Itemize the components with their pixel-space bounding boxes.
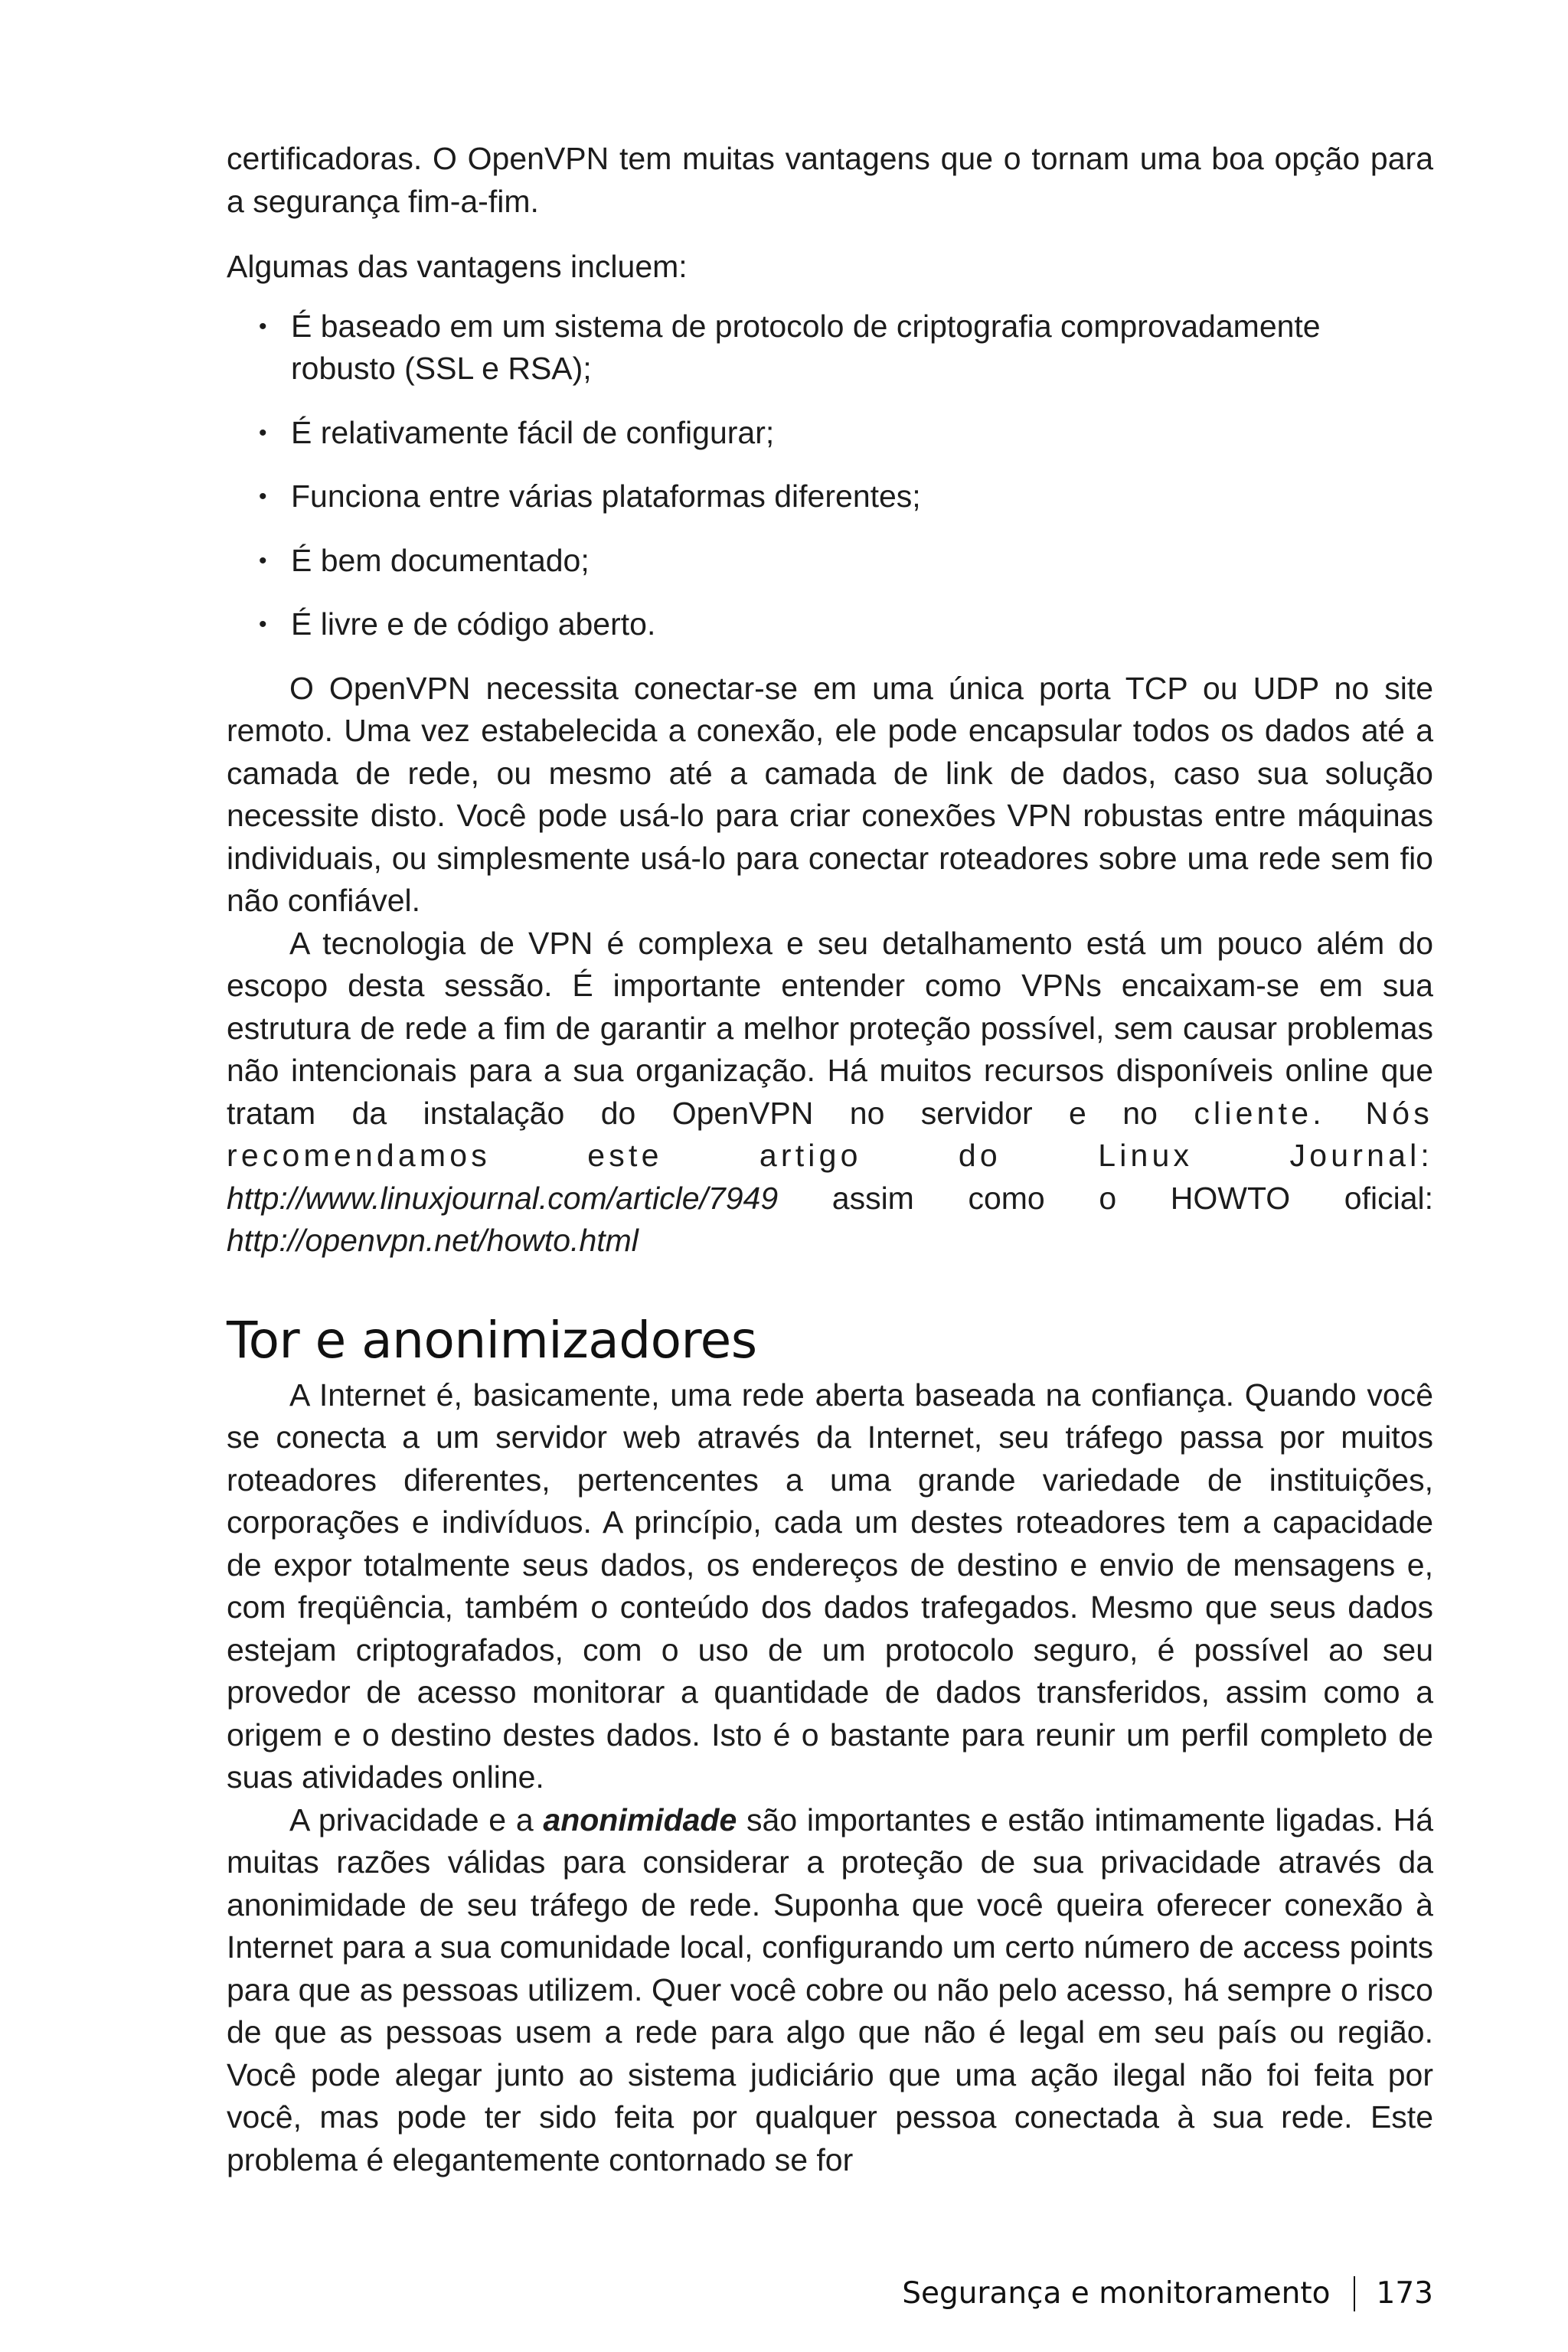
tor-paragraph-1: A Internet é, basicamente, uma rede aberta baseada na confiança. Quando você se conecta a um servidor web através da Internet, seu tráfego passa por muitos roteadores diferentes, pertencentes a uma grande variedade de instituições, corporações e indivíduos. A princípio, cada um destes roteadores tem a capacidade de expor totalmente seus dados, os endereços de destino e envio de mensagens e, com freqüência, também o conteúdo dos dados trafegados. Mesmo que seus dados estejam criptografados, com o uso de um protocolo seguro, é possível ao seu provedor de acesso monitorar a quantidade de dados transferidos, assim como a origem e o destino destes dados. Isto é o bastante para reunir um perfil completo de suas atividades online. bbox=[227, 1377, 1433, 1795]
recommendation-text: cliente. Nós recomendamos este artigo do Linux Journal: bbox=[227, 1095, 1433, 1173]
list-item: • É relativamente fácil de configurar; bbox=[227, 412, 1433, 455]
bullet-icon: • bbox=[259, 484, 267, 509]
advantages-list bbox=[227, 305, 1433, 646]
openvpn-howto-link[interactable]: http://openvpn.net/howto.html bbox=[227, 1223, 639, 1258]
page-footer bbox=[902, 2275, 1433, 2312]
section-title: Tor e anonimizadores bbox=[227, 1310, 757, 1370]
bullet-icon: • bbox=[259, 420, 267, 446]
tor-paragraph-2: A privacidade e a anonimidade são importantes e estão intimamente ligadas. Há muitas razões válidas para considerar a proteção de sua privacidade através da anonimidade de seu tráfego de rede. Suponha que você queira oferecer conexão à Internet para a sua comunidade local, configurando um certo número de access points para que as pessoas utilizem. Quer você cobre ou não pelo acesso, há sempre o risco de que as pessoas usem a rede para algo que não é legal em seu país ou região. Você pode alegar junto ao sistema judiciário que uma ação ilegal não foi feita por você, mas pode ter sido feita por qualquer pessoa conectada à sua rede. Este problema é elegantemente contornado se for bbox=[227, 1802, 1433, 2177]
openvpn-paragraph-2: A tecnologia de VPN é complexa e seu detalhamento está um pouco além do escopo desta sessão. É importante entender como VPNs encaixam-se em sua estrutura de rede a fim de garantir a melhor proteção possível, sem causar problemas não intencionais para a sua organização. Há muitos recursos disponíveis online que tratam da instalação do OpenVPN no servidor e no cliente. Nós recomendamos este artigo do Linux Journal: http://www.linuxjournal.com/article/7949 assim como o HOWTO oficial: http://openvpn.net/howto.html bbox=[227, 925, 1433, 1258]
list-item: • É bem documentado; bbox=[227, 540, 1433, 583]
page-content bbox=[227, 138, 1433, 2181]
footer-divider bbox=[1354, 2276, 1355, 2311]
advantages-lead: Algumas das vantagens incluem: bbox=[227, 249, 688, 284]
anonimidade-term: anonimidade bbox=[543, 1802, 737, 1838]
bullet-icon: • bbox=[259, 547, 267, 573]
list-item: • Funciona entre várias plataformas diferentes; bbox=[227, 475, 1433, 518]
linuxjournal-link[interactable]: http://www.linuxjournal.com/article/7949 bbox=[227, 1180, 779, 1216]
intro-paragraph: certificadoras. O OpenVPN tem muitas vantagens que o tornam uma boa opção para a segurança fim-a-fim. bbox=[227, 141, 1433, 219]
page-number: 173 bbox=[1376, 2276, 1433, 2311]
openvpn-paragraph-1: O OpenVPN necessita conectar-se em uma única porta TCP ou UDP no site remoto. Uma vez estabelecida a conexão, ele pode encapsular todos os dados até a camada de rede, ou mesmo até a camada de link de dados, caso sua solução necessite disto. Você pode usá-lo para criar conexões VPN robustas entre máquinas individuais, ou simplesmente usá-lo para conectar roteadores sobre uma rede sem fio não confiável. bbox=[227, 670, 1433, 918]
list-item: • É baseado em um sistema de protocolo de criptografia comprovadamente robusto (SSL e RSA); bbox=[227, 305, 1433, 390]
bullet-icon: • bbox=[259, 313, 267, 339]
chapter-title: Segurança e monitoramento bbox=[902, 2276, 1331, 2311]
list-item: • É livre e de código aberto. bbox=[227, 603, 1433, 646]
bullet-icon: • bbox=[259, 612, 267, 637]
